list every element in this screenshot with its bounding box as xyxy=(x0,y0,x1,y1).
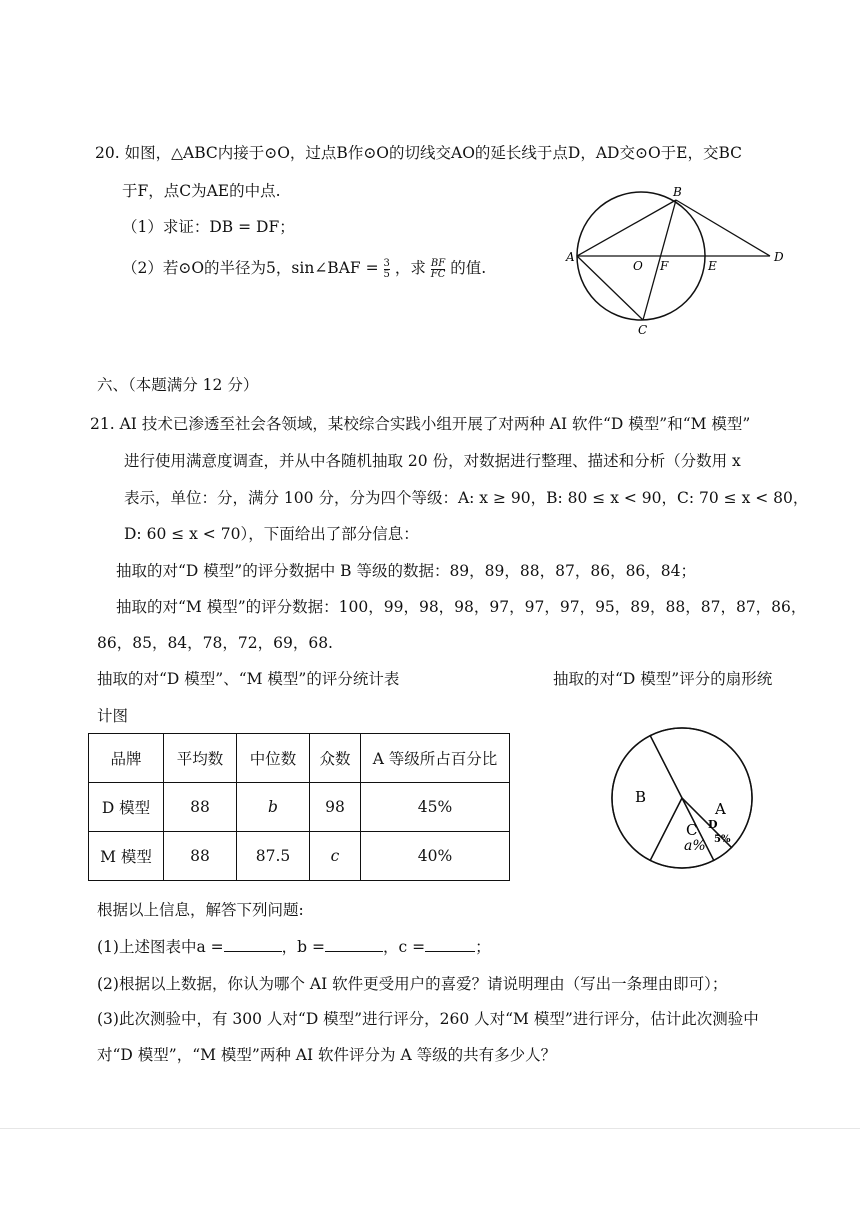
table-cell: c xyxy=(310,832,361,881)
table-cell: 98 xyxy=(310,783,361,832)
q21-m-data-cont: 86，85，84，78，72，69，68. xyxy=(97,634,333,652)
stats-table xyxy=(88,733,510,881)
ask1-a: (1)上述图表中a = xyxy=(97,938,224,956)
q20-part2 xyxy=(122,258,486,280)
sin-fraction xyxy=(384,259,390,280)
answer-blank-a[interactable] xyxy=(224,937,282,952)
answer-blank-b[interactable] xyxy=(325,937,383,952)
q20-part2-text: （2）若⊙O的半径为5，sin∠BAF = xyxy=(122,259,379,277)
table-cell: 88 xyxy=(164,783,237,832)
q21-line4: D: 60 ≤ x < 70），下面给出了部分信息： xyxy=(124,525,419,543)
q21-line3: 表示，单位：分，满分 100 分，分为四个等级：A: x ≥ 90，B: 80 ≤ x < 90，C: 70 ≤ x < 80， xyxy=(124,489,809,507)
ask-3-cont: 对“D 模型”，“M 模型”两种 AI 软件评分为 A 等级的共有多少人？ xyxy=(97,1046,557,1064)
label-a: A xyxy=(566,250,575,264)
pie-label-c: C xyxy=(686,821,698,839)
header-cell: 众数 xyxy=(310,734,361,783)
pie-slice-c xyxy=(650,798,714,868)
line-bd xyxy=(676,200,770,256)
pie-caption-cont: 计图 xyxy=(97,707,129,725)
ask1-b: ，b = xyxy=(281,938,325,956)
table-cell: M 模型 xyxy=(89,832,164,881)
table-row xyxy=(89,783,510,832)
q21-line1: 21. AI 技术已渗透至社会各领域，某校综合实践小组开展了对两种 AI 软件“D 模型”和“M 模型” xyxy=(90,415,751,433)
table-cell: 40% xyxy=(361,832,510,881)
sin-den: 5 xyxy=(383,268,390,280)
pie-slice-b xyxy=(612,736,682,861)
label-b: B xyxy=(673,185,682,199)
q20-part2-end: 的值. xyxy=(450,259,487,277)
table-caption: 抽取的对“D 模型”、“M 模型”的评分统计表 xyxy=(97,670,400,688)
ratio-fraction xyxy=(431,259,446,280)
page-divider xyxy=(0,1128,860,1129)
ratio-den: FC xyxy=(430,268,446,280)
geometry-figure xyxy=(560,185,800,340)
header-cell: 平均数 xyxy=(164,734,237,783)
label-o: O xyxy=(633,259,643,273)
ask-3: (3)此次测验中，有 300 人对“D 模型”进行评分，260 人对“M 模型”进行评分，估计此次测验中 xyxy=(97,1010,759,1028)
pie-label-b: B xyxy=(635,788,647,806)
ask-1 xyxy=(97,937,491,957)
pie-chart xyxy=(610,720,770,870)
table-row xyxy=(89,832,510,881)
q20-line2: 于F，点C为AE的中点. xyxy=(122,182,281,200)
header-cell: 品牌 xyxy=(89,734,164,783)
q21-line2: 进行使用满意度调查，并从中各随机抽取 20 份，对数据进行整理、描述和分析（分数用 x xyxy=(124,452,741,470)
table-cell: 87.5 xyxy=(237,832,310,881)
label-e: E xyxy=(708,259,717,273)
label-c: C xyxy=(638,323,648,337)
label-d: D xyxy=(774,250,784,264)
table-cell: b xyxy=(237,783,310,832)
section-heading: 六、（本题满分 12 分） xyxy=(97,376,259,394)
q20-line1: 20. 如图，△ABC内接于⊙O，过点B作⊙O的切线交AO的延长线于点D，AD交⊙O于E，交BC xyxy=(95,144,743,162)
table-cell: 88 xyxy=(164,832,237,881)
table-header-row xyxy=(89,734,510,783)
ask-2: (2)根据以上数据，你认为哪个 AI 软件更受用户的喜爱？请说明理由（写出一条理由即可）； xyxy=(97,975,728,993)
answer-blank-c[interactable] xyxy=(425,937,475,952)
ask1-end: ； xyxy=(475,938,491,956)
pie-caption: 抽取的对“D 模型”评分的扇形统 xyxy=(553,670,773,688)
header-cell: 中位数 xyxy=(237,734,310,783)
header-cell: A 等级所占百分比 xyxy=(361,734,510,783)
sin-num: 3 xyxy=(383,257,390,269)
ask1-c: ，c = xyxy=(382,938,426,956)
q21-d-data: 抽取的对“D 模型”的评分数据中 B 等级的数据：89，89，88，87，86，86，84； xyxy=(116,562,697,580)
pie-label-a: A xyxy=(715,800,726,818)
label-f: F xyxy=(660,259,669,273)
pie-label-c-pct: a% xyxy=(684,838,706,854)
pie-label-d-pct: 5% xyxy=(714,834,731,845)
line-ab xyxy=(577,200,676,256)
ask-intro: 根据以上信息，解答下列问题: xyxy=(97,901,304,919)
ratio-num: BF xyxy=(430,257,446,269)
q20-part1: （1）求证：DB = DF； xyxy=(122,218,295,236)
table-cell: 45% xyxy=(361,783,510,832)
q21-m-data: 抽取的对“M 模型”的评分数据：100，99，98，98，97，97，97，95，89，88，87，87，86， xyxy=(116,598,807,616)
pie-label-d: D xyxy=(708,818,718,831)
table-cell: D 模型 xyxy=(89,783,164,832)
q20-part2-mid: ，求 xyxy=(394,259,426,277)
